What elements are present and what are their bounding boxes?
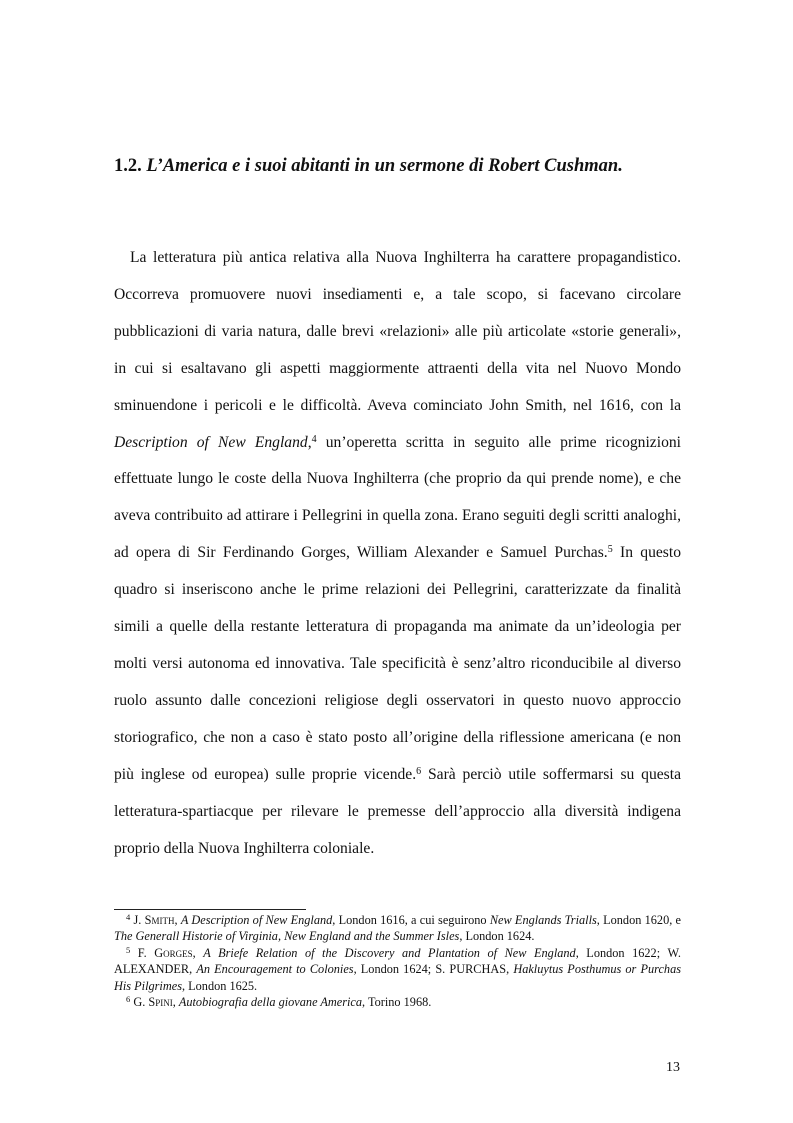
footnote-mark: 4 (126, 912, 131, 922)
note-text: J. (130, 913, 145, 927)
note-text: , (192, 945, 204, 960)
text-segment: Sarà perciò utile soffermarsi su questa letteratura-spartiacque per rilevare le premesse dell’approccio alla diversità indigena proprio della Nuova Inghilterra coloniale. (114, 765, 681, 857)
footnote-6 (114, 994, 681, 1010)
note-text: , Torino 1968. (362, 995, 432, 1010)
note-text: , London 1624. (459, 929, 535, 944)
note-text: G. (130, 995, 149, 1010)
note-text: , London 1620, e (596, 913, 682, 927)
author-name: Spini (148, 995, 173, 1010)
note-text: , (174, 913, 181, 927)
section-heading (114, 156, 623, 177)
body-paragraph (114, 240, 681, 867)
footnote-ref-6[interactable]: 6 (416, 765, 422, 777)
footnote-mark: 6 (126, 994, 131, 1005)
footnote-4 (114, 912, 681, 945)
book-title: A Description of New England (180, 913, 333, 927)
text-segment: , (307, 433, 312, 451)
footnote-mark: 5 (126, 944, 131, 955)
footnote-ref-5[interactable]: 5 (607, 544, 613, 556)
footnotes (114, 912, 681, 1010)
author-name: Gorges (154, 945, 193, 960)
footnote-5 (114, 945, 681, 994)
book-title: Hakluytus Posthumus or Purchas His Pilgrimes (114, 962, 682, 993)
book-title: A Briefe Relation of the Discovery and Plantation of New England (203, 945, 576, 960)
note-text: , (172, 995, 179, 1010)
book-title: New Englands Trialls (489, 913, 597, 927)
footnote-separator (114, 909, 306, 910)
page-number: 13 (666, 1060, 680, 1075)
section-title: L’America e i suoi abitanti in un sermone di Robert Cushman. (146, 156, 623, 176)
book-title: The Generall Historie of Virginia, New England and the Summer Isles (114, 929, 460, 944)
section-number: 1.2. (114, 156, 142, 176)
text-segment: un’operetta scritta in seguito alle prime ricognizioni effettuate lungo le coste della Nuova Inghilterra (che proprio da qui prende nome), e che aveva contribuito ad attirare i Pellegrini in quella zona. Erano seguiti degli scritti analoghi, ad opera di Sir Ferdinando Gorges, William Alexander e Samuel Purchas. (114, 433, 681, 562)
book-title: Description of New England (114, 433, 308, 451)
footnote-ref-4[interactable]: 4 (311, 433, 317, 445)
text-segment: In questo quadro si inseriscono anche le prime relazioni dei Pellegrini, caratterizzate da finalità simili a quelle della restante letteratura di propaganda ma animate da un’ideologia per molti versi autonoma ed innovativa. Tale specificità è senz’altro riconducibile al diverso ruolo assunto dalle concezioni religiose degli osservatori in questo nuovo approccio storiografico, che non a caso è stato posto all’origine della riflessione americana (e non più inglese od europea) sulle proprie vicende. (114, 544, 682, 783)
note-text: , London 1616, a cui seguirono (332, 913, 490, 927)
book-title: An Encouragement to Colonies (196, 962, 354, 977)
author-name: Smith (144, 913, 175, 927)
text-segment: La letteratura più antica relativa alla Nuova Inghilterra ha carattere propagandistico. Occorreva promuovere nuovi insediamenti e, a tale scopo, si facevano circolare pubblicazioni di varia natura, dalle brevi «relazioni» alle più articolate «storie generali», in cui si esaltavano gli aspetti maggiormente attraenti della vita nel Nuovo Mondo sminuendone i pericoli e le difficoltà. Aveva cominciato John Smith, nel 1616, con la (114, 249, 681, 414)
note-text: , London 1624; S. PURCHAS, (353, 962, 514, 977)
book-title: Autobiografia della giovane America (178, 995, 363, 1010)
note-text: , London 1625. (181, 978, 258, 993)
note-text: F. (130, 945, 155, 960)
note-text: , London 1622; W. ALEXANDER, (114, 945, 682, 977)
